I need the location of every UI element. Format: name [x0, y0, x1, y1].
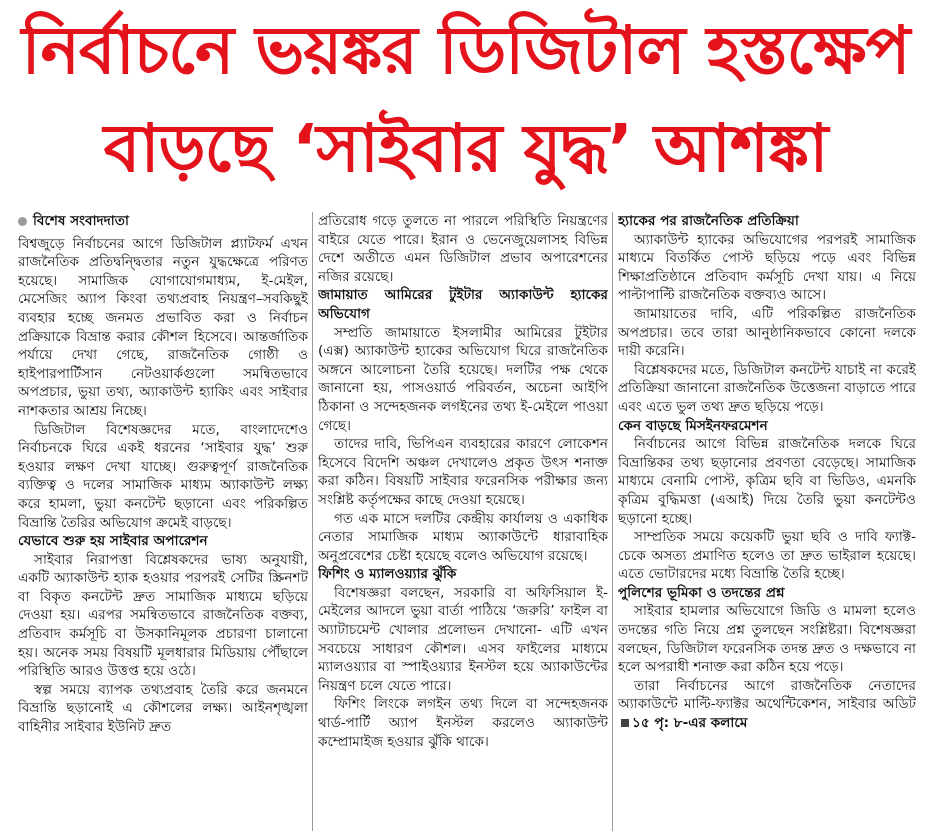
paragraph: গত এক মাসে দলটির কেন্দ্রীয় কার্যালয় ও একাধিক নেতার সামাজিক মাধ্যম অ্যাকাউন্টে ধারাবাহিক অনুপ্রবেশের চেষ্টা হয়েছে বলেও অভিযোগ রয়েছে।: [318, 510, 608, 564]
paragraph: সম্প্রতি জামায়াতে ইসলামীর আমিরের টুইটার (এক্স) অ্যাকাউন্ট হ্যাকের অভিযোগ ঘিরে রাজনৈতিক অঙ্গনে আলোচনা তৈরি হয়েছে। দলটির পক্ষ থেকে জানানো হয়, পাসওয়ার্ড পরিবর্তন, অচেনা আইপি ঠিকানা ও সন্দেহজনক লগইনের তথ্য ই-মেইলে পাওয়া গেছে।: [318, 324, 608, 434]
paragraph: সাইবার নিরাপত্তা বিশ্লেষকদের ভাষ্য অনুযায়ী, একটি অ্যাকাউন্ট হ্যাক হওয়ার পরপরই সেটির স্ক্রিনশট বা বিকৃত কনটেন্ট দ্রুত সামাজিক মাধ্যমে ছড়িয়ে দেওয়া হয়। এরপর সমন্বিতভাবে রাজনৈতিক বক্তব্য, প্রতিবাদ কর্মসূচি বা উসকানিমূলক প্রচারণা চালানো হয়। অনেক সময় বিষয়টি মূলধারার মিডিয়ায় পৌঁছালে পরিস্থিতি আরও উত্তপ্ত হয়ে ওঠে।: [18, 551, 308, 680]
article-column-2: [318, 212, 608, 837]
paragraph: ডিজিটাল বিশেষজ্ঞদের মতে, বাংলাদেশেও নির্বাচনকে ঘিরে একই ধরনের ‘সাইবার যুদ্ধ’ শুরু হওয়ার লক্ষণ দেখা যাচ্ছে। গুরুত্বপূর্ণ রাজনৈতিক ব্যক্তিত্ব ও দলের সামাজিক মাধ্যম অ্যাকাউন্ট লক্ষ্য করে হামলা, ভুয়া কনটেন্ট ছড়ানো এবং পরিকল্পিত বিভ্রান্তি তৈরির অভিযোগ ক্রমেই বাড়ছে।: [18, 421, 308, 531]
column-divider: [612, 212, 613, 831]
article-column-3: [618, 212, 916, 837]
byline-text: বিশেষ সংবাদদাতা: [33, 213, 129, 229]
subheading: কেন বাড়ছে মিসইনফরমেশন: [618, 417, 768, 434]
paragraph-text: তারা নির্বাচনের আগে রাজনৈতিক নেতাদের অ্যাকাউন্টে মাল্টি-ফ্যাক্টর অথেন্টিকেশন, সাইবার অডিট: [618, 677, 916, 713]
byline: [18, 212, 308, 231]
headline-line-2: বাড়ছে ‘সাইবার যুদ্ধ’ আশঙ্কা: [103, 110, 828, 187]
paragraph: সাম্প্রতিক সময়ে কয়েকটি ভুয়া ছবি ও দাবি ফ্যাক্ট-চেকে অসত্য প্রমাণিত হলেও তা দ্রুত ভাইরাল হয়েছে। এতে ভোটারদের মধ্যে বিভ্রান্তি তৈরি হচ্ছে।: [618, 529, 916, 583]
square-bullet-icon: [621, 719, 629, 727]
article-column-1: [18, 212, 308, 837]
continuation-jump-link[interactable]: ১৫ পৃ: ৮-এর কলামে: [632, 715, 748, 732]
subheading: পুলিশের ভূমিকা ও তদন্তের প্রশ্ন: [618, 584, 785, 601]
paragraph: প্রতিরোধ গড়ে তুলতে না পারলে পরিস্থিতি নিয়ন্ত্রণের বাইরে যেতে পারে। ইরান ও ভেনেজুয়েলাসহ বিভিন্ন দেশে অতীতে এমন ডিজিটাল প্রভাব অপারেশনের নজির রয়েছে।: [318, 213, 608, 285]
paragraph: বিশেষজ্ঞরা বলছেন, সরকারি বা অফিসিয়াল ই-মেইলের আদলে ভুয়া বার্তা পাঠিয়ে ‘জরুরি’ ফাইল বা অ্যাটাচমেন্ট খোলার প্রলোভন দেখানো- এটি এখন সবচেয়ে সাধারণ কৌশল। এসব ফাইলের মাধ্যমে ম্যালওয়্যার বা স্পাইওয়্যার ইনস্টল হয়ে অ্যাকাউন্টের নিয়ন্ত্রণ চলে যেতে পারে।: [318, 584, 608, 694]
column-divider: [312, 212, 313, 831]
paragraph: [618, 677, 916, 733]
paragraph: জামায়াতের দাবি, এটি পরিকল্পিত রাজনৈতিক অপপ্রচার। তবে তারা আনুষ্ঠানিকভাবে কোনো দলকে দায়ী করেনি।: [618, 305, 916, 360]
subheading: যেভাবে শুরু হয় সাইবার অপারেশন: [18, 533, 208, 550]
paragraph: সাইবার হামলার অভিযোগে জিডি ও মামলা হলেও তদন্তের গতি নিয়ে প্রশ্ন তুলছেন সংশ্লিষ্টরা। বিশেষজ্ঞরা বলছেন, ডিজিটাল ফরেনসিক তদন্ত দ্রুত ও দক্ষভাবে না হলে অপরাধী শনাক্ত করা কঠিন হয়ে পড়ে।: [618, 603, 916, 676]
bullet-icon: [18, 217, 27, 226]
paragraph: অ্যাকাউন্ট হ্যাকের অভিযোগের পরপরই সামাজিক মাধ্যমে বিতর্কিত পোস্ট ছড়িয়ে পড়ে এবং বিভিন্ন শিক্ষাপ্রতিষ্ঠানে প্রতিবাদ কর্মসূচি দেখা যায়। এ নিয়ে পাল্টাপাল্টি রাজনৈতিক বক্তব্যও আসে।: [618, 231, 916, 304]
paragraph: স্বল্প সময়ে ব্যাপক তথ্যপ্রবাহ তৈরি করে জনমনে বিভ্রান্তি ছড়ানোই এ কৌশলের লক্ষ্য। আইনশৃঙ্খলা বাহিনীর সাইবার ইউনিট দ্রুত: [18, 681, 308, 736]
paragraph: তাদের দাবি, ভিপিএন ব্যবহারের কারণে লোকেশন হিসেবে বিদেশি অঞ্চল দেখালেও প্রকৃত উৎস শনাক্ত করা কঠিন। বিষয়টি সাইবার ফরেনসিক পরীক্ষার জন্য সংশ্লিষ্ট কর্তৃপক্ষের কাছে দেওয়া হয়েছে।: [318, 436, 608, 508]
paragraph: বিশ্বজুড়ে নির্বাচনের আগে ডিজিটাল প্ল্যাটফর্ম এখন রাজনৈতিক প্রতিদ্বন্দ্বিতার নতুন যুদ্ধক্ষেত্রে পরিণত হয়েছে। সামাজিক যোগাযোগমাধ্যম, ই-মেইল, মেসেজিং অ্যাপ কিংবা তথ্যপ্রবাহ নিয়ন্ত্রণ–সবকিছুই ব্যবহার হচ্ছে জনমত প্রভাবিত করা ও নির্বাচন প্রক্রিয়াকে বিভ্রান্ত করার কৌশল হিসেবে। আন্তর্জাতিক পর্যায়ে দেখা গেছে, রাজনৈতিক গোষ্ঠী ও হাইপারপার্টিসান নেটওয়ার্কগুলো সমন্বিতভাবে অপপ্রচার, ভুয়া তথ্য, অ্যাকাউন্ট হ্যাকিং এবং সাইবার নাশকতার আশ্রয় নিচ্ছে।: [18, 235, 308, 419]
subheading: জামায়াত আমিরের টুইটার অ্যাকাউন্ট হ্যাকের অভিযোগ: [318, 287, 608, 322]
paragraph: নির্বাচনের আগে বিভিন্ন রাজনৈতিক দলকে ঘিরে বিভ্রান্তিকর তথ্য ছড়ানোর প্রবণতা বেড়েছে। সামাজিক মাধ্যমে বেনামি পোস্ট, কৃত্রিম ছবি বা ভিডিও, এমনকি কৃত্রিম বুদ্ধিমত্তা (এআই) দিয়ে তৈরি ভুয়া কনটেন্টও ছড়ানো হচ্ছে।: [618, 436, 916, 527]
subheading: ফিশিং ও ম্যালওয়্যার ঝুঁকি: [318, 566, 457, 583]
headline-line-1: নির্বাচনে ভয়ঙ্কর ডিজিটাল হস্তক্ষেপ: [21, 12, 910, 89]
paragraph: বিশ্লেষকদের মতে, ডিজিটাল কনটেন্ট যাচাই না করেই প্রতিক্রিয়া জানানো রাজনৈতিক উত্তেজনা বাড়াতে পারে এবং এতে ভুল তথ্য দ্রুত ছড়িয়ে পড়ে।: [618, 361, 916, 415]
subheading: হ্যাকের পর রাজনৈতিক প্রতিক্রিয়া: [618, 213, 799, 229]
paragraph: ফিশিং লিংকে লগইন তথ্য দিলে বা সন্দেহজনক থার্ড-পার্টি অ্যাপ ইনস্টল করলেও অ্যাকাউন্ট কম্প্রোমাইজ হওয়ার ঝুঁকি থাকে।: [318, 696, 608, 750]
